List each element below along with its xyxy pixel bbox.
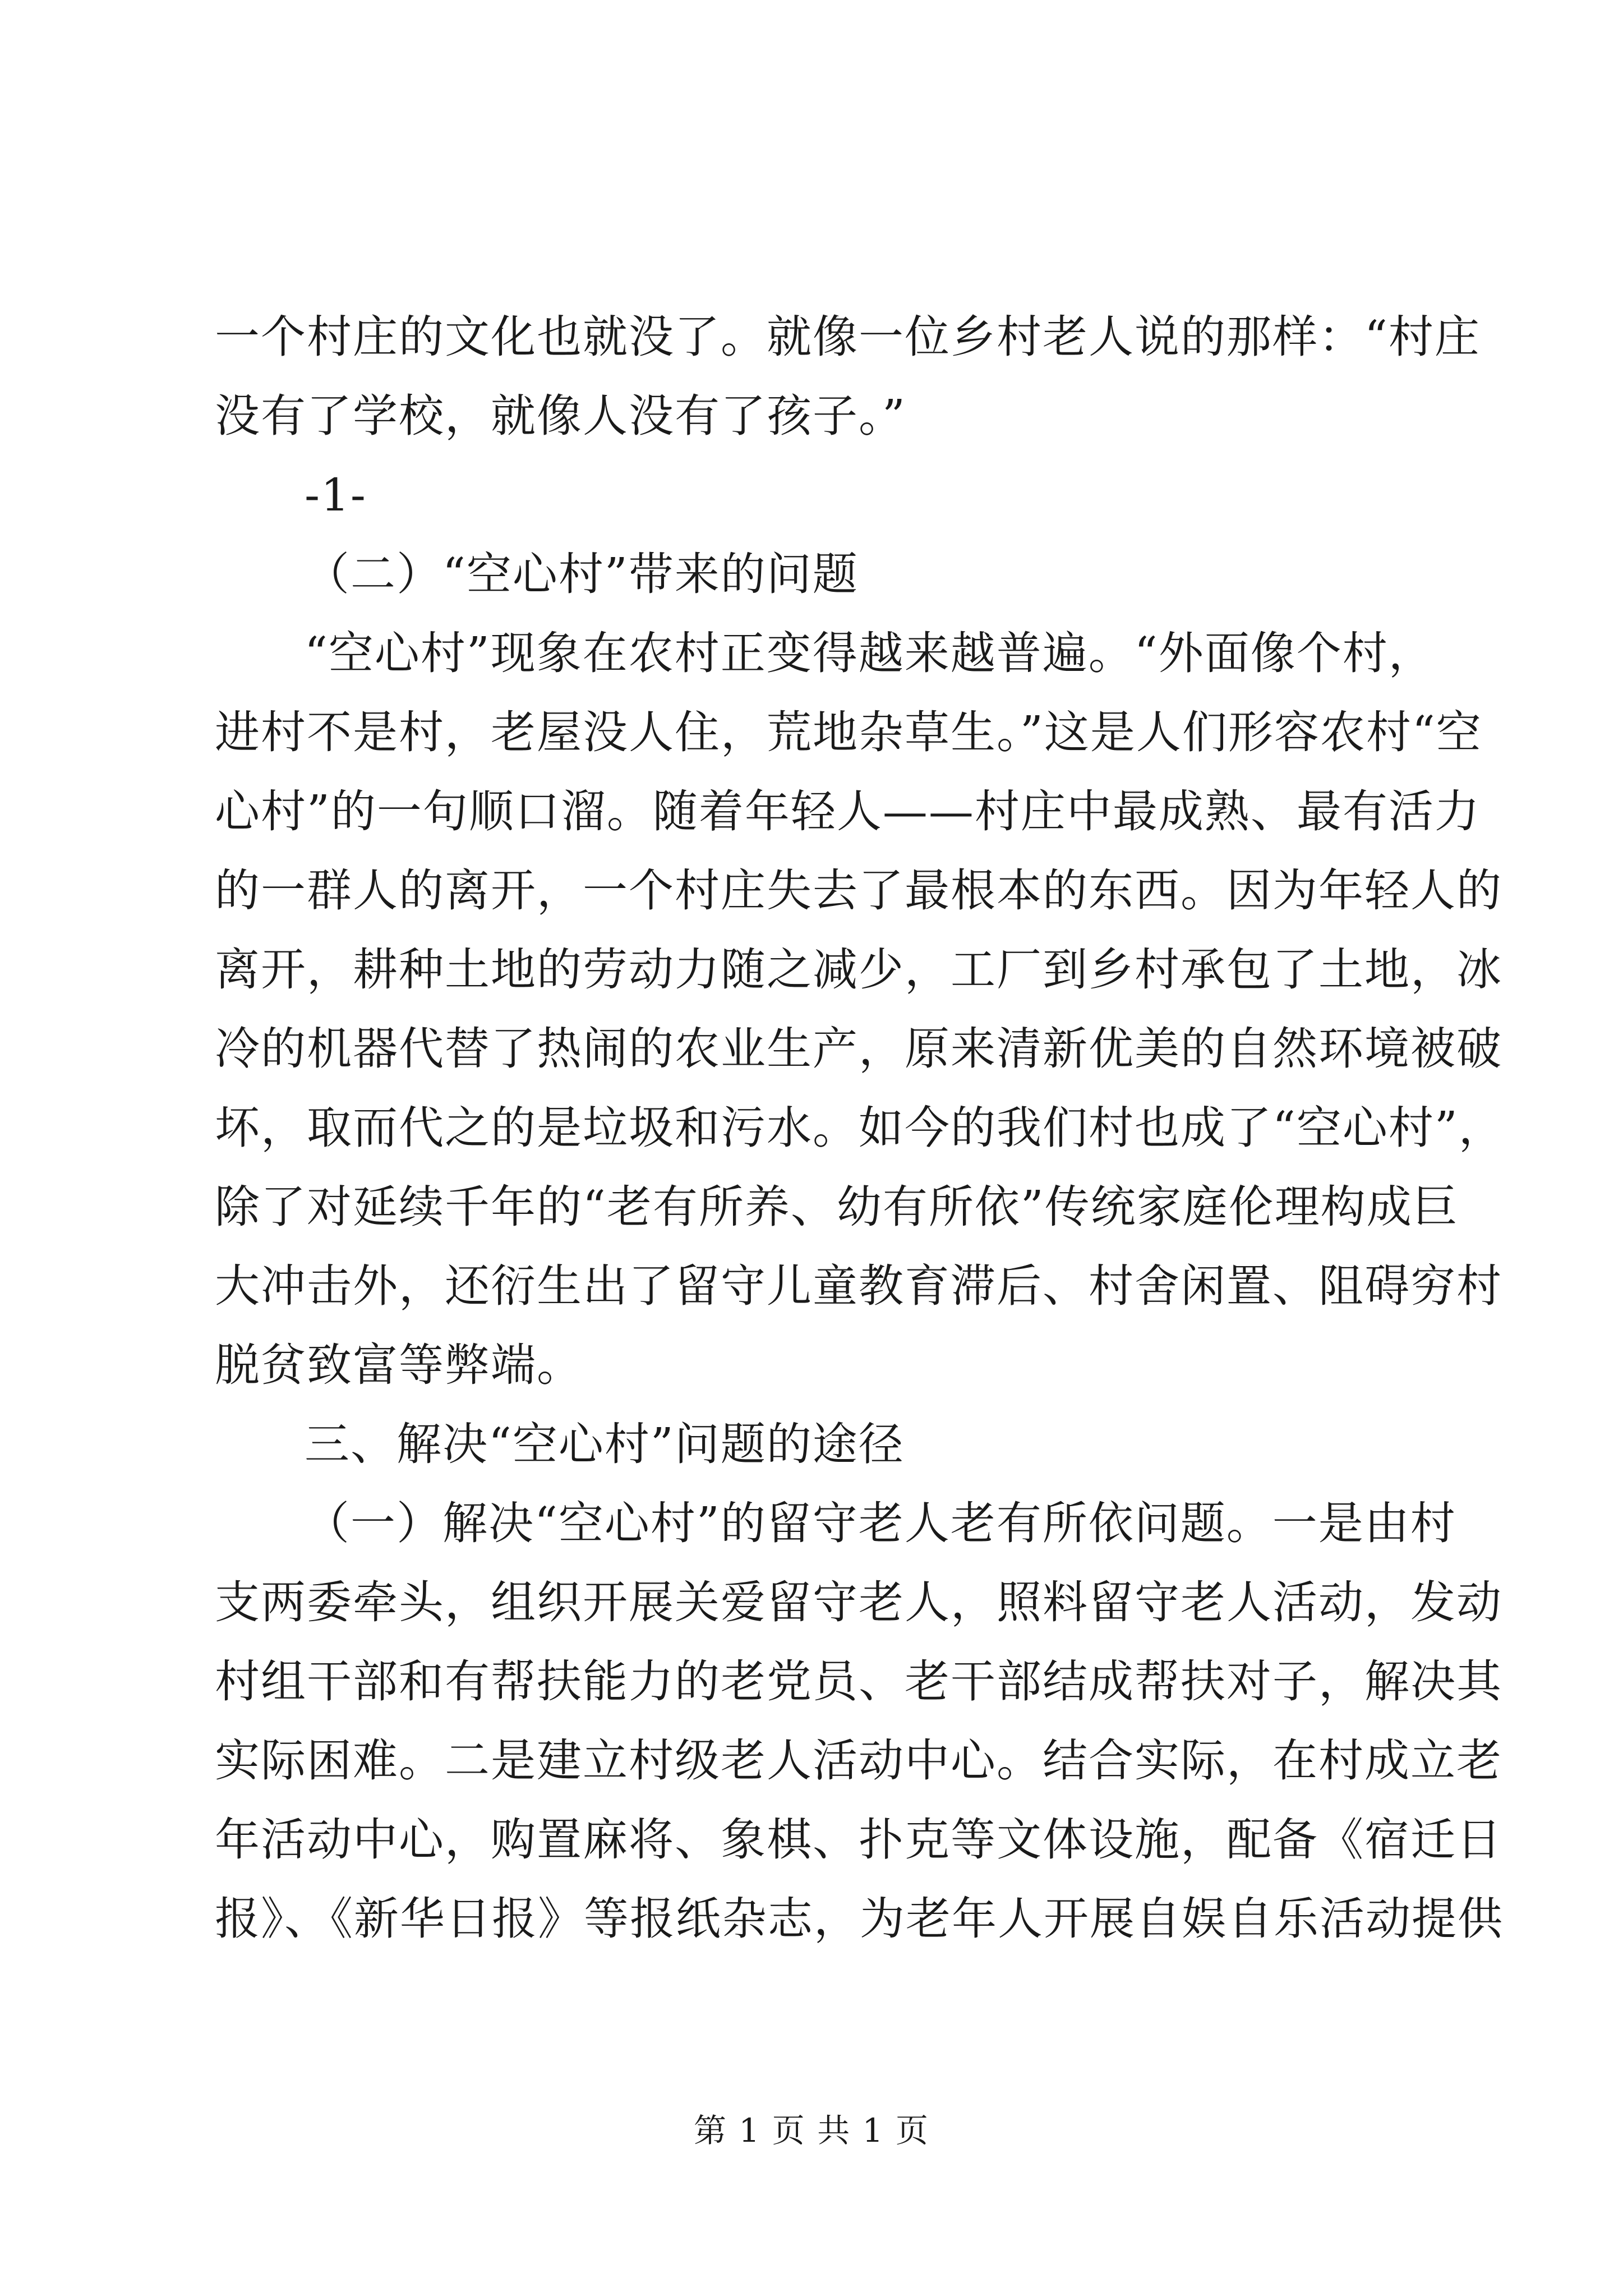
text-line: 村组干部和有帮扶能力的老党员、老干部结成帮扶对子，解决其 bbox=[215, 1655, 1502, 1708]
text-line: 大冲击外，还衍生出了留守儿童教育滞后、村舍闲置、阻碍穷村 bbox=[215, 1260, 1502, 1312]
text-line: 没有了学校，就像人没有了孩子。” bbox=[215, 390, 906, 442]
page-marker: -1- bbox=[305, 469, 367, 521]
section-heading: （二）“空心村”带来的问题 bbox=[305, 548, 859, 600]
text-line: 坏，取而代之的是垃圾和污水。如今的我们村也成了“空心村”， bbox=[215, 1102, 1505, 1154]
text-line: 实际困难。二是建立村级老人活动中心。结合实际，在村成立老 bbox=[215, 1734, 1502, 1787]
section-heading: 三、解决“空心村”问题的途径 bbox=[305, 1418, 905, 1470]
text-line: “空心村”现象在农村正变得越来越普遍。“外面像个村， bbox=[305, 627, 1435, 679]
page-footer: 第 1 页 共 1 页 bbox=[694, 2111, 929, 2150]
body-text bbox=[215, 297, 1505, 1958]
text-line: 的一群人的离开，一个村庄失去了最根本的东西。因为年轻人的 bbox=[215, 864, 1502, 917]
text-line: 冷的机器代替了热闹的农业生产，原来清新优美的自然环境被破 bbox=[215, 1023, 1502, 1075]
text-line: （一）解决“空心村”的留守老人老有所依问题。一是由村 bbox=[305, 1497, 1456, 1549]
text-line: 一个村庄的文化也就没了。就像一位乡村老人说的那样：“村庄 bbox=[215, 311, 1481, 363]
text-line: 离开，耕种土地的劳动力随之减少，工厂到乡村承包了土地，冰 bbox=[215, 944, 1502, 996]
text-line: 脱贫致富等弊端。 bbox=[215, 1339, 583, 1391]
text-line: 进村不是村，老屋没人住，荒地杂草生。”这是人们形容农村“空 bbox=[215, 706, 1482, 758]
text-line: 报》、《新华日报》等报纸杂志，为老年人开展自娱自乐活动提供 bbox=[215, 1893, 1504, 1945]
text-line: 除了对延续千年的“老有所养、幼有所依”传统家庭伦理构成巨 bbox=[215, 1181, 1459, 1233]
text-line: 心村”的一句顺口溜。随着年轻人——村庄中最成熟、最有活力 bbox=[215, 785, 1481, 838]
text-line: 年活动中心，购置麻将、象棋、扑克等文体设施，配备《宿迁日 bbox=[215, 1814, 1502, 1866]
text-line: 支两委牵头，组织开展关爱留守老人，照料留守老人活动，发动 bbox=[215, 1576, 1502, 1628]
